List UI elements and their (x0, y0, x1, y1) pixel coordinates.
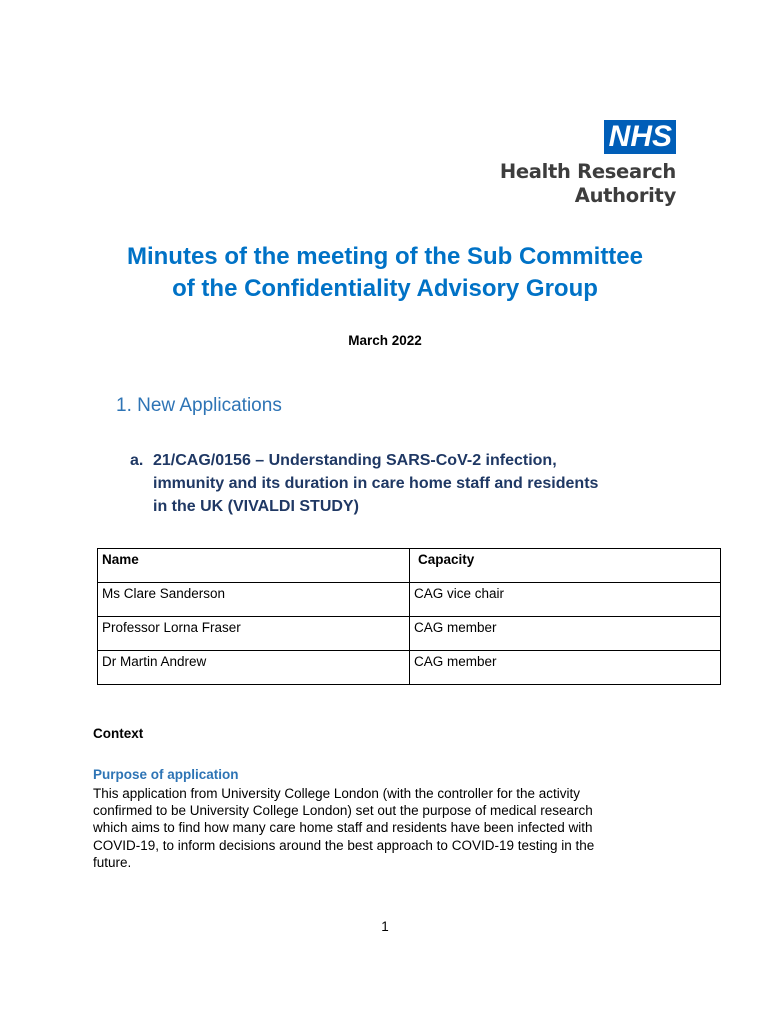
column-header-capacity: Capacity (410, 549, 721, 583)
nhs-logo: NHS (604, 120, 676, 154)
application-heading (130, 449, 690, 518)
table-row (98, 617, 721, 651)
document-title (60, 241, 710, 305)
application-title-line-3: in the UK (VIVALDI STUDY) (153, 498, 359, 515)
table-row (98, 583, 721, 617)
purpose-line: future. (93, 854, 132, 870)
context-heading: Context (93, 726, 144, 741)
member-name: Ms Clare Sanderson (98, 583, 410, 617)
member-capacity: CAG vice chair (410, 583, 721, 617)
member-capacity: CAG member (410, 617, 721, 651)
meeting-date: March 2022 (348, 333, 422, 348)
table-header-row (98, 549, 721, 583)
purpose-line: which aims to find how many care home staff and residents have been infected with (93, 820, 593, 836)
section-heading-new-applications: 1. New Applications (116, 395, 282, 416)
org-name-line-2: Authority (574, 184, 676, 207)
purpose-heading: Purpose of application (93, 767, 239, 782)
member-name: Dr Martin Andrew (98, 651, 410, 685)
member-name: Professor Lorna Fraser (98, 617, 410, 651)
column-header-name: Name (98, 549, 410, 583)
hra-logo (500, 120, 676, 208)
page-number: 1 (381, 919, 389, 934)
purpose-paragraph (93, 785, 693, 871)
org-name-line-1: Health Research (499, 160, 676, 183)
members-table (97, 548, 721, 685)
title-line-1: Minutes of the meeting of the Sub Committee (126, 243, 643, 270)
member-capacity: CAG member (410, 651, 721, 685)
application-title-line-1: 21/CAG/0156 – Understanding SARS-CoV-2 infection, (153, 452, 557, 469)
table-row (98, 651, 721, 685)
purpose-line: COVID-19, to inform decisions around the best approach to COVID-19 testing in the (93, 837, 595, 853)
list-marker: a. (130, 452, 144, 469)
purpose-line: This application from University College London (with the controller for the activity (93, 786, 580, 801)
purpose-line: confirmed to be University College London) set out the purpose of medical research (93, 803, 593, 819)
application-title-line-2: immunity and its duration in care home staff and residents (153, 475, 599, 492)
title-line-2: of the Confidentiality Advisory Group (172, 275, 598, 302)
